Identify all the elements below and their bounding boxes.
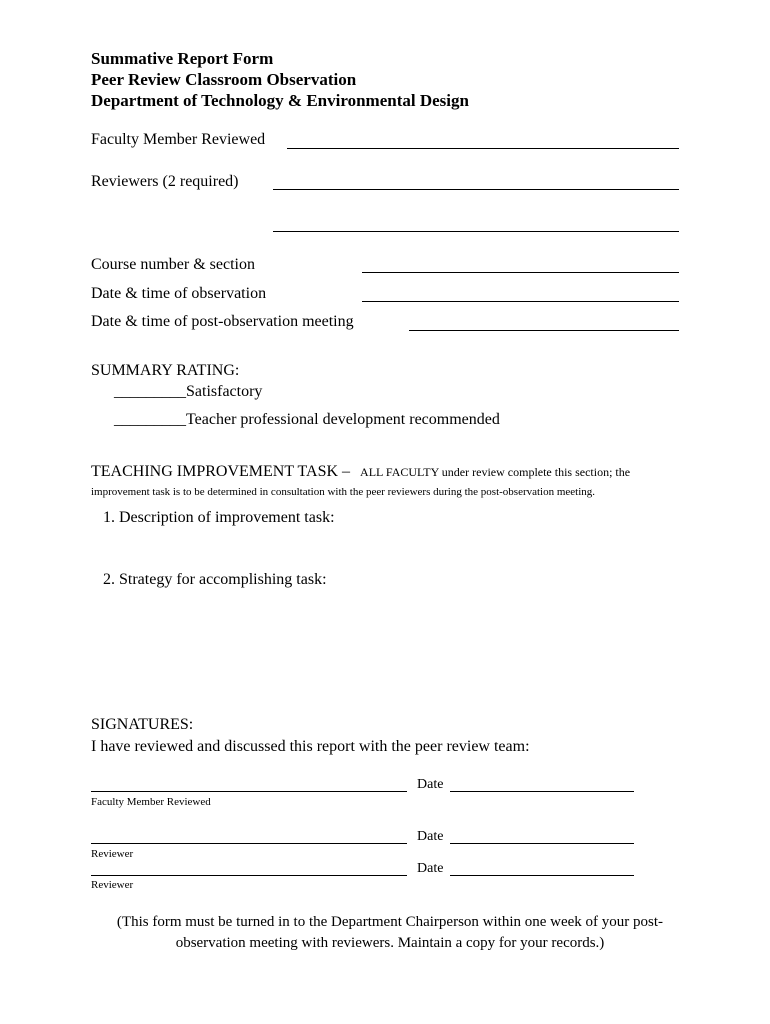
summary-rating-title: SUMMARY RATING:: [91, 362, 240, 379]
footer-note-line1: (This form must be turned in to the Department Chairperson within one week of your post-: [116, 914, 664, 930]
footer-note: [95, 912, 685, 954]
faculty-member-field[interactable]: [287, 148, 679, 149]
reviewer-1-signature-caption: Reviewer: [91, 848, 134, 860]
signatures-statement: I have reviewed and discussed this report with the peer review team:: [91, 738, 530, 755]
reviewer-1-signature-date-field[interactable]: [450, 843, 634, 844]
form-subtitle: Peer Review Classroom Observation: [91, 70, 357, 89]
footer-note-line2: observation meeting with reviewers. Maintain a copy for your records.): [175, 935, 605, 951]
improvement-task-note-continued: improvement task is to be determined in consultation with the peer reviewers during the post-observation meeting.: [91, 486, 596, 498]
form-title: Summative Report Form: [91, 49, 274, 68]
post-meeting-date-label: Date & time of post-observation meeting: [91, 313, 354, 330]
faculty-signature-field[interactable]: [91, 791, 407, 792]
date-label: Date: [417, 861, 444, 876]
rating-option-label: Teacher professional development recommended: [186, 411, 500, 428]
rating-option-development[interactable]: [114, 411, 500, 429]
date-label: Date: [417, 829, 444, 844]
reviewer-1-field[interactable]: [273, 189, 679, 190]
observation-date-label: Date & time of observation: [91, 285, 267, 302]
improvement-task-note: ALL FACULTY under review complete this section; the: [360, 465, 631, 479]
task-description-label: 1. Description of improvement task:: [103, 509, 335, 526]
reviewer-1-signature-field[interactable]: [91, 843, 407, 844]
faculty-member-label: Faculty Member Reviewed: [91, 131, 266, 148]
improvement-task-title: TEACHING IMPROVEMENT TASK –: [91, 463, 351, 480]
date-label: Date: [417, 777, 444, 792]
rating-blank: _________: [114, 383, 186, 400]
reviewers-label: Reviewers (2 required): [91, 173, 239, 190]
course-label: Course number & section: [91, 256, 255, 273]
faculty-signature-date-field[interactable]: [450, 791, 634, 792]
reviewer-2-field[interactable]: [273, 231, 679, 232]
rating-option-label: Satisfactory: [186, 383, 263, 400]
department-name: Department of Technology & Environmental Design: [91, 91, 469, 110]
course-field[interactable]: [362, 272, 679, 273]
reviewer-2-signature-field[interactable]: [91, 875, 407, 876]
reviewer-2-signature-caption: Reviewer: [91, 879, 134, 891]
task-strategy-label: 2. Strategy for accomplishing task:: [103, 571, 327, 588]
signatures-title: SIGNATURES:: [91, 716, 194, 733]
improvement-task-header: [91, 463, 630, 481]
reviewer-2-signature-date-field[interactable]: [450, 875, 634, 876]
faculty-signature-caption: Faculty Member Reviewed: [91, 796, 211, 808]
rating-blank: _________: [114, 411, 186, 428]
observation-date-field[interactable]: [362, 301, 679, 302]
rating-option-satisfactory[interactable]: [114, 383, 262, 401]
post-meeting-date-field[interactable]: [409, 330, 679, 331]
